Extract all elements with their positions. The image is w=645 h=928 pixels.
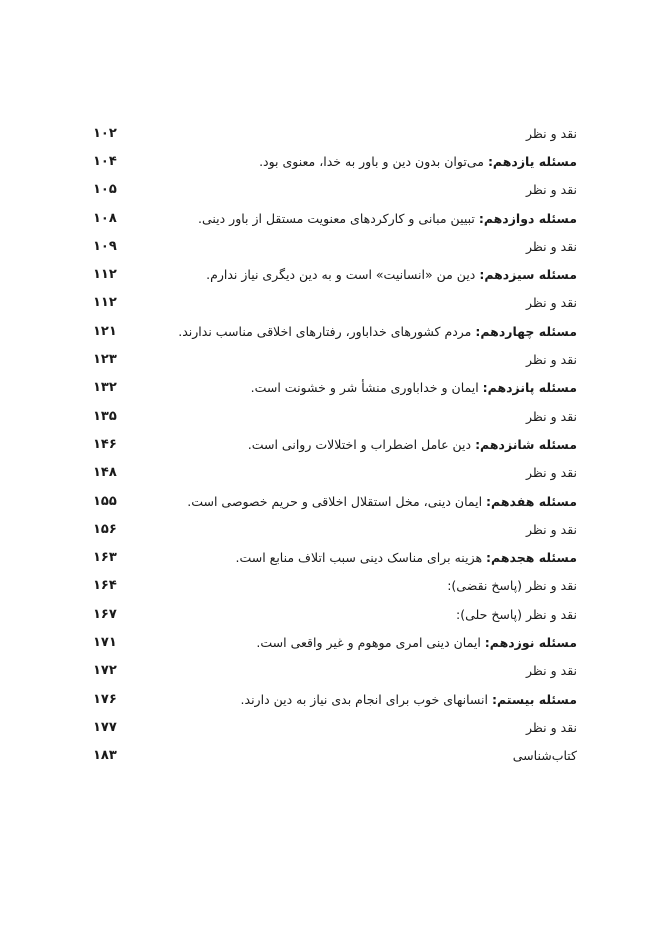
toc-entry-lead: مسئله هجدهم:: [486, 550, 577, 566]
toc-entry-text: تبیین مبانی و کارکردهای معنویت مستقل از باور دینی.: [197, 210, 479, 226]
toc-entry-text: هزینه برای مناسک دینی سبب اتلاف منابع است.: [235, 550, 487, 566]
toc-row[interactable]: [93, 345, 577, 373]
toc-page-number: ۱۷۱: [93, 634, 117, 650]
toc-entry-text: ایمان دینی، مخل استقلال اخلاقی و حریم خصوصی است.: [187, 493, 487, 509]
toc-entry-title: [526, 409, 577, 424]
toc-row[interactable]: [93, 317, 577, 345]
toc-entry-text: نقد و نظر: [526, 719, 577, 735]
toc-row[interactable]: [93, 487, 577, 515]
toc-entry-title: [513, 748, 577, 763]
toc-page-number: ۱۴۸: [93, 465, 117, 481]
table-of-contents: [93, 119, 577, 770]
toc-row[interactable]: [93, 515, 577, 543]
toc-row[interactable]: [93, 459, 577, 487]
toc-page-number: ۱۷۷: [93, 719, 117, 735]
toc-entry-lead: مسئله دوازدهم:: [478, 210, 577, 226]
toc-entry-title: [456, 607, 577, 622]
toc-entry-lead: مسئله سیزدهم:: [479, 267, 577, 283]
toc-entry-text: می‌توان بدون دین و باور به خدا، معنوی بود.: [259, 153, 488, 169]
toc-entry-text: نقد و نظر: [526, 352, 577, 368]
toc-row[interactable]: [93, 600, 577, 628]
toc-page-number: ۱۰۸: [93, 210, 117, 226]
toc-entry-title: [248, 437, 577, 452]
toc-entry-text: نقد و نظر (پاسخ نقضی):: [447, 578, 577, 594]
toc-entry-text: نقد و نظر: [526, 238, 577, 254]
toc-page-number: ۱۶۴: [93, 578, 117, 594]
toc-entry-text: مردم کشورهای خداباور، رفتارهای اخلاقی مناسب ندارند.: [178, 323, 476, 339]
toc-page-number: ۱۶۳: [93, 550, 117, 566]
toc-page-number: ۱۰۹: [93, 238, 117, 254]
toc-entry-title: [526, 126, 577, 141]
toc-entry-lead: مسئله نوزدهم:: [484, 634, 577, 650]
toc-entry-lead: مسئله بیستم:: [491, 691, 577, 707]
toc-entry-text: نقد و نظر: [526, 465, 577, 481]
toc-entry-title: [447, 578, 577, 593]
toc-entry-text: کتاب‌شناسی: [512, 748, 577, 764]
toc-entry-text: ایمان دینی امری موهوم و غیر واقعی است.: [256, 634, 485, 650]
toc-row[interactable]: [93, 742, 577, 770]
toc-row[interactable]: [93, 232, 577, 260]
toc-page-number: ۱۷۶: [93, 691, 117, 707]
toc-row[interactable]: [93, 685, 577, 713]
toc-row[interactable]: [93, 657, 577, 685]
toc-entry-text: ایمان و خداباوری منشأ شر و خشونت است.: [250, 380, 483, 396]
toc-row[interactable]: [93, 543, 577, 571]
toc-entry-text: دین عامل اضطراب و اختلالات روانی است.: [247, 436, 476, 452]
toc-entry-lead: مسئله هفدهم:: [486, 493, 577, 509]
toc-entry-lead: مسئله یازدهم:: [487, 153, 577, 169]
toc-entry-lead: مسئله پانزدهم:: [482, 380, 577, 396]
toc-entry-title: [526, 352, 577, 367]
toc-row[interactable]: [93, 402, 577, 430]
toc-entry-title: [236, 550, 578, 565]
toc-row[interactable]: [93, 713, 577, 741]
toc-page-number: ۱۳۵: [93, 408, 117, 424]
toc-row[interactable]: [93, 176, 577, 204]
toc-page-number: ۱۸۳: [93, 748, 117, 764]
toc-entry-text: نقد و نظر: [526, 521, 577, 537]
toc-row[interactable]: [93, 572, 577, 600]
toc-row[interactable]: [93, 628, 577, 656]
toc-row[interactable]: [93, 260, 577, 288]
toc-row[interactable]: [93, 289, 577, 317]
toc-entry-title: [198, 211, 577, 226]
toc-page-number: ۱۱۲: [93, 267, 117, 283]
toc-page-number: ۱۲۱: [93, 323, 117, 339]
toc-page-number: ۱۰۴: [93, 153, 117, 169]
toc-row[interactable]: [93, 204, 577, 232]
toc-entry-lead: مسئله شانزدهم:: [475, 436, 577, 452]
toc-entry-title: [178, 324, 577, 339]
toc-entry-title: [526, 663, 577, 678]
toc-entry-text: نقد و نظر: [526, 663, 577, 679]
toc-entry-text: نقد و نظر: [526, 408, 577, 424]
toc-entry-title: [526, 295, 577, 310]
toc-row[interactable]: [93, 430, 577, 458]
toc-entry-title: [526, 239, 577, 254]
toc-page-number: ۱۳۲: [93, 380, 117, 396]
toc-page-number: ۱۰۲: [93, 125, 117, 141]
toc-entry-title: [241, 692, 577, 707]
toc-entry-title: [187, 494, 577, 509]
toc-page-number: ۱۵۵: [93, 493, 117, 509]
toc-page-number: ۱۰۵: [93, 182, 117, 198]
toc-row[interactable]: [93, 147, 577, 175]
toc-entry-title: [526, 720, 577, 735]
toc-page-number: ۱۷۲: [93, 663, 117, 679]
toc-row[interactable]: [93, 374, 577, 402]
toc-entry-text: نقد و نظر: [526, 125, 577, 141]
toc-entry-title: [206, 267, 577, 282]
toc-page-number: ۱۲۳: [93, 352, 117, 368]
toc-entry-text: نقد و نظر: [526, 182, 577, 198]
toc-entry-title: [526, 465, 577, 480]
toc-page-number: ۱۱۲: [93, 295, 117, 311]
toc-entry-title: [526, 522, 577, 537]
toc-entry-title: [256, 635, 577, 650]
toc-page-number: ۱۴۶: [93, 436, 117, 452]
toc-entry-lead: مسئله چهاردهم:: [475, 323, 577, 339]
toc-entry-text: نقد و نظر: [526, 295, 577, 311]
toc-entry-title: [526, 182, 577, 197]
toc-entry-title: [259, 154, 577, 169]
toc-entry-title: [251, 380, 577, 395]
toc-entry-text: انسانهای خوب برای انجام بدی نیاز به دین دارند.: [240, 691, 492, 707]
toc-entry-text: نقد و نظر (پاسخ حلی):: [455, 606, 577, 622]
toc-entry-text: دین من «انسانیت» است و به دین دیگری نیاز ندارم.: [206, 267, 480, 283]
toc-page-number: ۱۵۶: [93, 521, 117, 537]
toc-row[interactable]: [93, 119, 577, 147]
toc-page-number: ۱۶۷: [93, 606, 117, 622]
